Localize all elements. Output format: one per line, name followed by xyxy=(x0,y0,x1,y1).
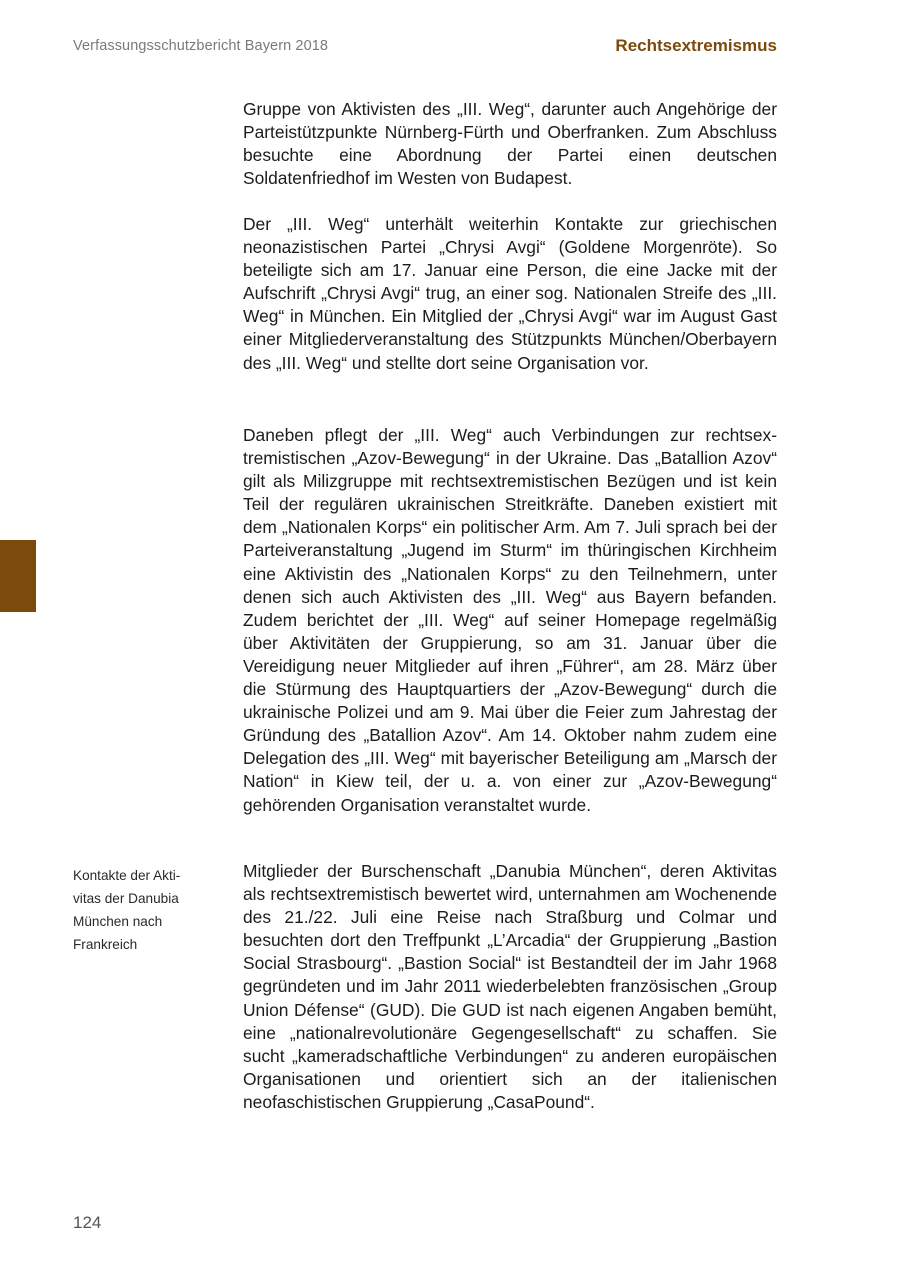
paragraph-2: Der „III. Weg“ unterhält weiterhin Kontakte zur griechischen neonazistischen Partei „Chrysi Avgi“ (Goldene Morgenröte). So beteiligte sich am 17. Januar eine Person, die eine Jacke mit der Aufschrift „Chrysi Avgi“ trug, an einer sog. Nationalen Streife des „III. Weg“ in München. Ein Mitglied der „Chrysi Avgi“ war im August Gast einer Mitgliederveranstaltung des Stützpunkts München/Oberbayern des „III. Weg“ und stellte dort seine Organisation vor. xyxy=(243,214,777,373)
page-number: 124 xyxy=(73,1213,102,1232)
paragraph-4: Mitglieder der Burschenschaft „Danubia München“, deren Aktivitas als rechtsextremistisch bewertet wird, unternahmen am Wochenende des 21./22. Juli eine Reise nach Straßburg und Colmar und besuchten dort den Treffpunkt „L’Arcadia“ der Gruppierung „Bastion Social Strasbourg“. „Bastion Social“ ist Bestandteil der im Jahr 1968 gegründeten und im Jahr 2011 wiederbelebten französischen „Group Union Défense“ (GUD). Die GUD ist nach eigenen Angaben bemüht, eine „nationalrevolutionäre Gegengesellschaft“ zu schaffen. Sie sucht „kameradschaftliche Verbindungen“ zu anderen europäischen Organisationen und orientiert sich an der italienischen neofaschistischen Gruppierung „CasaPound“. xyxy=(243,861,777,1112)
margin-note: Kontakte der Aktivitas der Danubia München nach Frankreich xyxy=(73,868,181,953)
paragraph-1: Gruppe von Aktivisten des „III. Weg“, darunter auch Angehörige der Parteistützpunkte Nürnberg-Fürth und Oberfranken. Zum Abschluss besuchte eine Abordnung der Partei einen deutschen Soldatenfriedhof im Westen von Budapest. xyxy=(243,99,777,189)
paragraph-3: Daneben pflegt der „III. Weg“ auch Verbindungen zur rechtsextremistischen „Azov-Bewegung“ in der Ukraine. Das „Batallion Azov“ gilt als Milizgruppe mit rechtsextremistischen Bezügen und ist kein Teil der regulären ukrainischen Streitkräfte. Daneben existiert mit dem „Nationalen Korps“ ein politischer Arm. Am 7. Juli sprach bei der Parteiveranstaltung „Jugend im Sturm“ im thüringischen Kirchheim eine Aktivistin des „Nationalen Korps“ zu den Teilnehmern, unter denen sich auch Aktivisten des „III. Weg“ aus Bayern befanden. Zudem berichtet der „III. Weg“ auf seiner Homepage regelmäßig über Aktivitäten der Gruppierung, so am 31. Januar über die Vereidigung neuer Mitglieder auf ihren „Führer“, am 28. März über die Stürmung des Hauptquartiers der „Azov-Bewegung“ durch die ukrainische Polizei und am 9. Mai über die Feier zum Jahrestag der Gründung des „Batallion Azov“. Am 14. Oktober nahm zudem eine Delegation des „III. Weg“ mit bayerischer Beteiligung am „Marsch der Nation“ in Kiew teil, der u. a. von einer zur „Azov-Bewegung“ gehörenden Organisation veranstaltet wurde. xyxy=(243,425,777,815)
running-header-section: Rechtsextremismus xyxy=(615,36,777,55)
chapter-thumb-tab xyxy=(0,540,36,612)
running-header-publication: Verfassungsschutzbericht Bayern 2018 xyxy=(73,38,329,54)
